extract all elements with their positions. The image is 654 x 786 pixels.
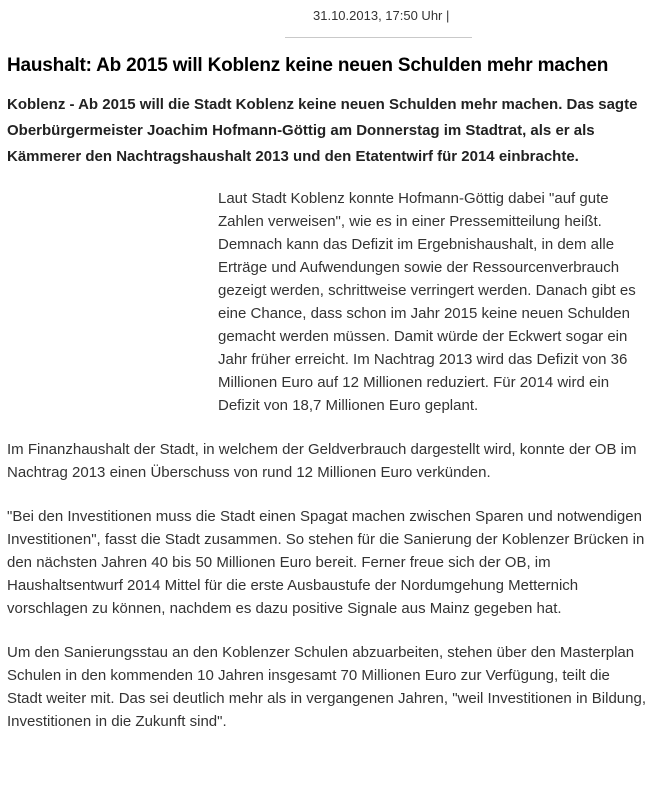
article-date: 31.10.2013, 17:50 Uhr | — [313, 8, 450, 23]
article-headline: Haushalt: Ab 2015 will Koblenz keine neuen Schulden mehr machen — [7, 55, 609, 76]
date-divider — [285, 37, 472, 38]
image-placeholder — [7, 187, 218, 395]
article-paragraph: Im Finanzhaushalt der Stadt, in welchem der Geldverbrauch dargestellt wird, konnte der OB im Nachtrag 2013 einen Überschuss von rund 12 Millionen Euro verkünden. — [7, 441, 637, 481]
article-paragraph: "Bei den Investitionen muss die Stadt einen Spagat machen zwischen Sparen und notwendigen Investitionen", fasst die Stadt zusammen. So stehen für die Sanierung der Koblenzer Brücken in den nächsten Jahren 40 bis 50 Millionen Euro bereit. Ferner freue sich der OB, im Haushaltsentwurf 2014 Mittel für die erste Ausbaustufe der Nordumgehung Metternich vorschlagen zu können, nachdem es dazu positive Signale aus Mainz gegeben hat. — [7, 508, 645, 617]
article-body — [7, 187, 646, 417]
article-paragraph: Laut Stadt Koblenz konnte Hofmann-Göttig dabei "auf gute Zahlen verweisen", wie es in einer Pressemitteilung heißt. Demnach kann das Defizit im Ergebnishaushalt, in dem alle Erträge und Aufwendungen sowie der Ressourcenverbrauch gezeigt werden, schrittweise verringert werden. Danach gibt es eine Chance, dass schon im Jahr 2015 keine neuen Schulden gemacht werden müssen. Damit würde der Eckwert sogar ein Jahr früher erreicht. Im Nachtrag 2013 wird das Defizit von 36 Millionen Euro auf 12 Millionen reduziert. Für 2014 wird ein Defizit von 18,7 Millionen Euro geplant. — [218, 190, 636, 414]
article-paragraph: Um den Sanierungsstau an den Koblenzer Schulen abzuarbeiten, stehen über den Masterplan Schulen in den kommenden 10 Jahren insgesamt 70 Millionen Euro zur Verfügung, teilt die Stadt weiter mit. Das sei deutlich mehr als in vergangenen Jahren, "weil Investitionen in Bildung, Investitionen in die Zukunft sind". — [7, 644, 646, 730]
article-lead: Koblenz - Ab 2015 will die Stadt Koblenz keine neuen Schulden mehr machen. Das sagte Oberbürgermeister Joachim Hofmann-Göttig am Donnerstag im Stadtrat, als er als Kämmerer den Nachtragshaushalt 2013 und den Etatentwirf für 2014 einbrachte. — [7, 96, 638, 165]
